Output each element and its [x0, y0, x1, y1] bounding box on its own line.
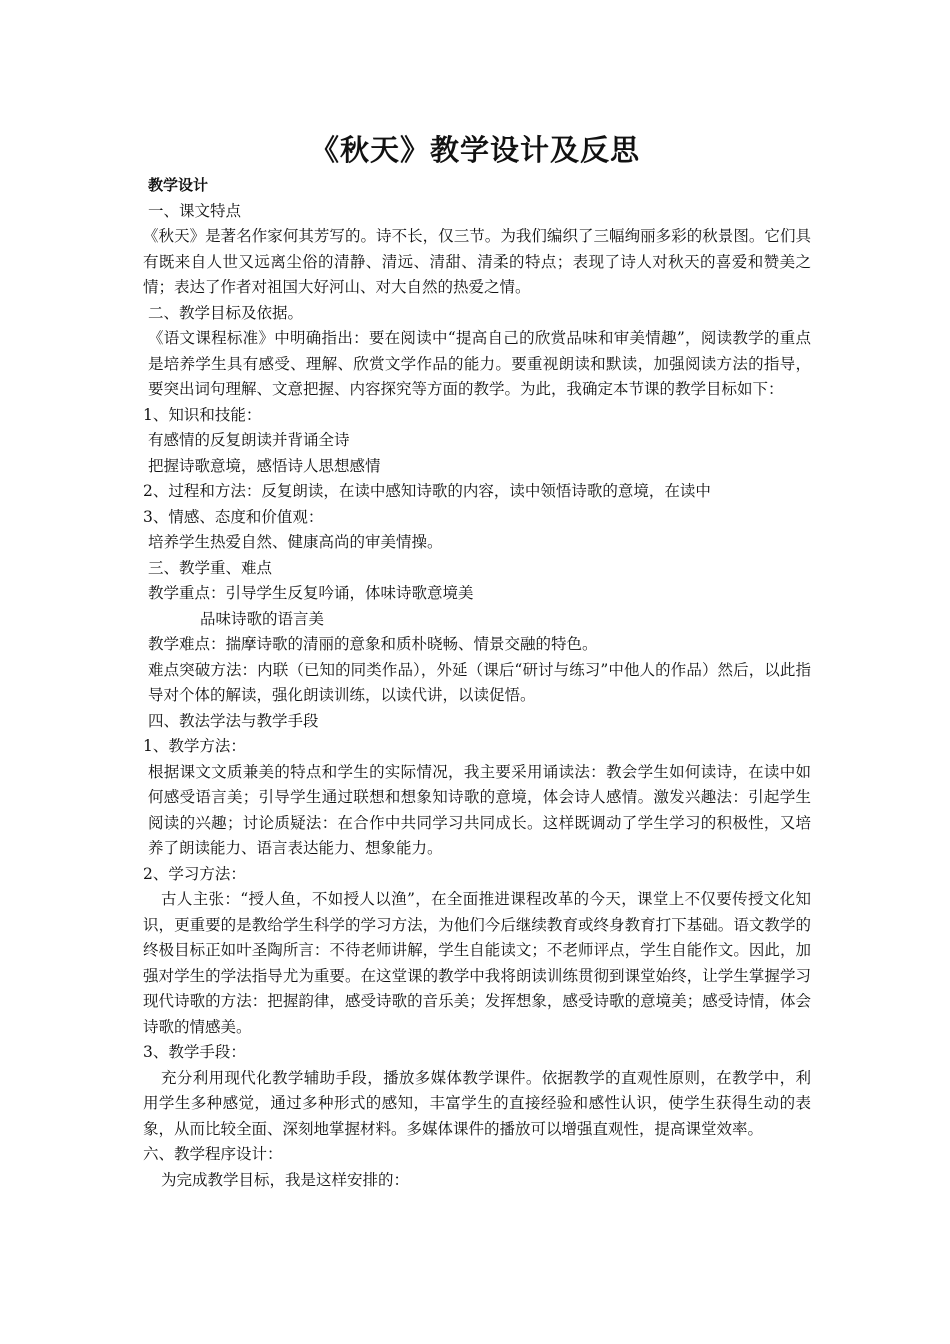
heading-objectives: 二、教学目标及依据。	[148, 303, 304, 322]
document-body	[143, 173, 811, 1193]
paragraph-learning-methods: 古人主张：“授人鱼，不如授人以渔”，在全面推进课程改革的今天，课堂上不仅要传授文化知识，更重要的是教给学生科学的学习方法，为他们今后继续教育或终身教育打下基础。语文教学的终极目标正如叶圣陶所言：不待老师讲解，学生自能读文；不老师评点，学生自能作文。因此，加强对学生的学法指导尤为重要。在这堂课的教学中我将朗读训练贯彻到课堂始终，让学生掌握学习现代诗歌的方法：把握韵律，感受诗歌的音乐美；发挥想象，感受诗歌的意境美；感受诗情，体会诗歌的情感美。	[143, 890, 811, 1036]
paragraph-objectives: 《语文课程标准》中明确指出：要在阅读中“提高自己的欣赏品味和审美情趣”，阅读教学的重点是培养学生具有感受、理解、欣赏文学作品的能力。要重视朗读和默读，加强阅读方法的指导，要突出词句理解、文意把握、内容探究等方面的教学。为此，我确定本节课的教学目标如下：	[148, 329, 811, 398]
key-point-continued: 品味诗歌的语言美	[200, 609, 325, 628]
objective-item: 有感情的反复朗读并背诵全诗	[148, 431, 350, 449]
subheading-emotion-values: 3、情感、态度和价值观：	[143, 507, 324, 526]
heading-text-features: 一、课文特点	[148, 201, 242, 220]
heading-procedure-design: 六、教学程序设计：	[143, 1145, 283, 1163]
paragraph-teaching-methods: 根据课文文质兼美的特点和学生的实际情况，我主要采用诵读法：教会学生如何读诗，在读中如何感受语言美；引导学生通过联想和想象知诗歌的意境，体会诗人感情。激发兴趣法：引起学生阅读的兴趣；讨论质疑法：在合作中共同学习共同成长。这样既调动了学生学习的积极性，又培养了朗读能力、语言表达能力、想象能力。	[148, 762, 811, 857]
heading-key-difficult-points: 三、教学重、难点	[148, 558, 273, 577]
subheading-teaching-methods: 1、教学方法：	[143, 737, 246, 755]
objective-item: 培养学生热爱自然、健康高尚的审美情操。	[148, 533, 443, 551]
document-title: 《秋天》教学设计及反思	[309, 133, 640, 167]
objective-item: 把握诗歌意境，感悟诗人思想感情	[148, 456, 381, 475]
paragraph-teaching-means: 充分利用现代化教学辅助手段，播放多媒体教学课件。依据教学的直观性原则，在教学中，利用学生多种感觉，通过多种形式的感知，丰富学生的直接经验和感性认识，使学生获得生动的表象，从而比较全面、深刻地掌握材料。多媒体课件的播放可以增强直观性，提高课堂效率。	[143, 1068, 811, 1138]
subheading-teaching-means: 3、教学手段：	[143, 1043, 246, 1061]
subheading-process-methods: 2、过程和方法：反复朗读，在读中感知诗歌的内容，读中领悟诗歌的意境，在读中	[143, 482, 711, 500]
key-point: 教学重点：引导学生反复吟诵，体味诗歌意境美	[148, 584, 474, 602]
subheading-learning-methods: 2、学习方法：	[143, 864, 246, 883]
subheading-knowledge-skills: 1、知识和技能：	[143, 405, 262, 424]
heading-methods-means: 四、教法学法与教学手段	[148, 711, 319, 730]
section-heading-design: 教学设计	[148, 176, 209, 194]
paragraph-procedure-intro: 为完成教学目标，我是这样安排的：	[161, 1170, 410, 1189]
difficult-point: 教学难点：揣摩诗歌的清丽的意象和质朴晓畅、情景交融的特色。	[148, 635, 598, 653]
difficulty-breakthrough: 难点突破方法：内联（已知的同类作品），外延（课后“研讨与练习”中他人的作品）然后，以此指导对个体的解读，强化朗读训练，以读代讲，以读促悟。	[148, 660, 811, 704]
paragraph-text-features: 《秋天》是著名作家何其芳写的。诗不长，仅三节。为我们编织了三幅绚丽多彩的秋景图。它们具有既来自人世又远离尘俗的清静、清远、清甜、清柔的特点；表现了诗人对秋天的喜爱和赞美之情；表达了作者对祖国大好河山、对大自然的热爱之情。	[143, 227, 811, 296]
